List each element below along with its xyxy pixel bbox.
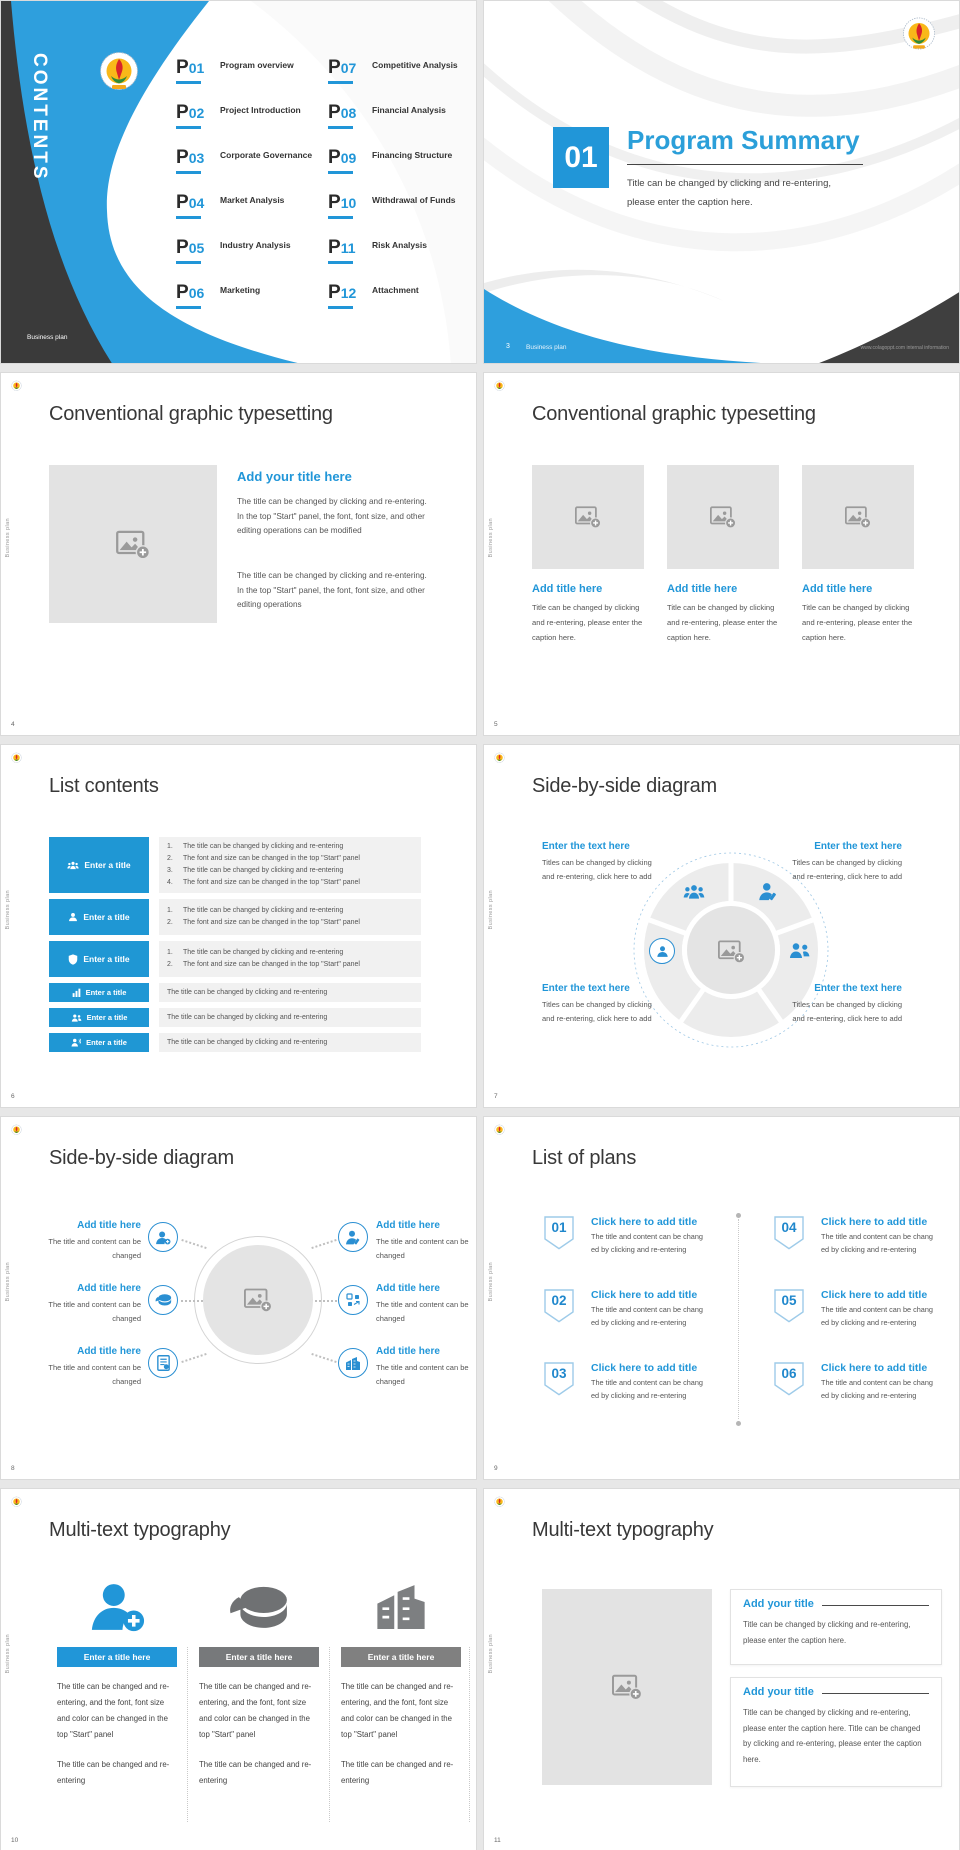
pie-3d-icon [228,1583,290,1633]
list-block [159,837,421,893]
item-prefix: P [176,57,189,78]
item-label: Industry Analysis [220,240,291,250]
enter-title-button[interactable] [49,941,149,977]
hub-body: The title and content can be changed [376,1237,469,1260]
hub-body: The title and content can be changed [376,1363,469,1386]
column-heading: Add title here [667,583,738,595]
text-block-heading: Enter the text here [542,841,630,852]
image-placeholder[interactable] [532,465,644,569]
item-underline [328,126,353,129]
document-icon [148,1348,178,1378]
column-paragraph-1: The title can be changed and re-entering, and the font, font size and color can be changed in the top "Start" panel [199,1682,312,1739]
item-number: 11 [340,240,356,256]
item-label: Risk Analysis [372,240,427,250]
list-number: 2. [167,919,173,926]
slide-page-number: 5 [494,721,498,728]
item-underline [328,81,353,84]
plan-body-line1: The title and content can be chang [591,1232,703,1241]
enter-title-bar[interactable]: Enter a title here [341,1647,461,1667]
connector-line [181,1300,203,1302]
plan-body-line2: ed by clicking and re-entering [821,1245,917,1255]
item-number: 12 [340,285,357,301]
column-heading: Add title here [802,583,873,595]
plan-number: 02 [551,1293,567,1308]
item-underline [176,171,201,174]
section-footer-label: Business plan [526,343,567,351]
shield-icon [68,954,78,965]
contents-item[interactable] [176,237,326,264]
plan-number: 06 [781,1366,797,1381]
vertical-divider [738,1219,739,1419]
slide-graphic-typesetting-1[interactable] [0,372,477,736]
plan-body-line2: ed by clicking and re-entering [591,1245,687,1255]
slide-list-of-plans[interactable] [483,1116,960,1480]
text-block-body: Titles can be changed by clicking and re-entering, click here to add [542,1000,652,1023]
mini-logo [494,752,505,765]
contents-item[interactable] [176,192,326,219]
person-badge-icon [649,938,675,964]
block-heading: Add your title here [237,469,352,484]
database-icon [148,1285,178,1315]
connector-line [311,1353,336,1363]
item-underline [176,81,201,84]
block-paragraph-2: The title can be changed by clicking and re-entering. In the top "Start" panel, the font, font size, and other editing operations [237,571,427,610]
plan-heading: Click here to add title [591,1216,698,1228]
plan-number: 04 [781,1220,797,1235]
slide-title: Conventional graphic typesetting [49,403,333,425]
people-group-icon [683,884,705,900]
list-text: The title can be changed by clicking and re-entering [167,1013,328,1021]
enter-title-button[interactable] [49,837,149,893]
slide-hub-diagram[interactable] [0,1116,477,1480]
center-image-circle[interactable] [194,1236,322,1364]
enter-title-label: Enter a title [83,912,130,922]
slide-list-contents[interactable] [0,744,477,1108]
image-placeholder-icon [612,1673,642,1701]
mini-logo [11,1496,22,1509]
slide-title: Multi-text typography [49,1519,231,1541]
item-prefix: P [176,102,189,123]
text-block-heading: Enter the text here [542,983,630,994]
item-number: 09 [340,150,357,166]
card-heading: Add your title [743,1686,814,1698]
item-number: 04 [188,195,205,211]
image-placeholder-icon [244,1287,272,1313]
column-caption: Title can be changed by clicking and re-entering, please enter the caption here. [802,603,913,642]
list-number: 1. [167,949,173,956]
person-icon [68,912,78,922]
people-group-icon [67,861,79,870]
contents-item[interactable] [176,282,326,309]
section-number-box: 01 [553,127,609,188]
slide-side-label: Business plan [5,1262,11,1302]
plan-body-line1: The title and content can be chang [591,1305,703,1314]
card-heading-line [822,1605,929,1606]
item-prefix: P [328,192,341,213]
slide-contents-cover[interactable] [0,0,477,364]
item-label: Project Introduction [220,105,301,115]
image-placeholder-icon [710,505,736,529]
person-edit-icon [758,882,778,901]
list-block [159,983,421,1002]
person-add-icon [88,1579,146,1633]
enter-title-button[interactable] [49,1008,149,1027]
plan-item [591,1216,723,1256]
section-caption: Title can be changed by clicking and re-entering, please enter the caption here. [627,178,832,208]
item-number: 10 [340,195,357,211]
typography-column [341,1571,461,1789]
item-underline [176,126,201,129]
item-underline [328,261,353,264]
item-label: Withdrawal of Funds [372,195,456,205]
plan-number: 05 [781,1293,797,1308]
plan-heading: Click here to add title [821,1216,928,1228]
item-number: 07 [340,60,357,76]
plan-number: 01 [551,1220,567,1235]
university-logo [902,15,936,57]
plan-body-line2: ed by clicking and re-entering [821,1391,917,1401]
list-text: The font and size can be changed in the top "Start" panel [183,879,360,886]
text-block-top-left [542,841,664,884]
mini-logo [11,752,22,765]
image-placeholder[interactable] [49,465,217,623]
contents-item[interactable] [328,57,477,84]
enter-title-button[interactable] [49,1033,149,1052]
enter-title-bar[interactable]: Enter a title here [199,1647,319,1667]
contents-vertical-title: CONTENTS [29,53,50,182]
contents-item[interactable] [176,57,326,84]
text-block-bottom-left [542,983,664,1026]
hub-body: The title and content can be changed [48,1300,141,1323]
list-number: 1. [167,907,173,914]
slide-ring-diagram[interactable] [483,744,960,1108]
enter-title-label: Enter a title [84,860,131,870]
item-label: Program overview [220,60,294,70]
item-underline [328,306,353,309]
list-number: 3. [167,867,173,874]
plan-item [821,1289,953,1329]
divider-dot [736,1421,741,1426]
typography-column [199,1571,319,1789]
column-paragraph-2: The title can be changed and re-entering [199,1759,312,1785]
typography-column [57,1571,177,1789]
slide-title: Conventional graphic typesetting [532,403,816,425]
list-block [159,1033,421,1052]
mini-logo [494,1496,505,1509]
column-paragraph-1: The title can be changed and re-entering, and the font, font size and color can be changed in the top "Start" panel [57,1682,170,1739]
plan-item [591,1362,723,1402]
column-paragraph-2: The title can be changed and re-entering [57,1759,170,1785]
item-number: 06 [188,285,205,301]
column-divider [329,1647,330,1822]
plan-heading: Click here to add title [821,1362,928,1374]
slide-title: Multi-text typography [532,1519,714,1541]
list-text: The title can be changed by clicking and re-entering [167,1038,328,1046]
item-prefix: P [176,282,189,303]
plan-body-line1: The title and content can be chang [821,1378,933,1387]
slide-graphic-typesetting-2[interactable] [483,372,960,736]
image-placeholder[interactable] [667,465,779,569]
slide-page-number: 9 [494,1465,498,1472]
card-body: Title can be changed by clicking and re-entering, please enter the caption here. [743,1620,911,1645]
item-label: Corporate Governance [220,150,313,160]
plan-heading: Click here to add title [591,1362,698,1374]
plan-heading: Click here to add title [591,1289,698,1301]
list-text: The title can be changed by clicking and re-entering [183,907,344,914]
column-caption: Title can be changed by clicking and re-entering, please enter the caption here. [532,603,643,642]
card-body: Title can be changed by clicking and re-entering, please enter the caption here. Title can be changed by clicking and re-entering, please enter the caption here. [743,1708,922,1764]
image-placeholder-icon [575,505,601,529]
image-placeholder-icon [845,505,871,529]
column-divider [469,1647,470,1822]
image-placeholder[interactable] [542,1589,712,1785]
hub-heading: Add title here [77,1220,141,1231]
item-underline [328,171,353,174]
hub-body: The title and content can be changed [376,1300,469,1323]
list-number: 4. [167,879,173,886]
card-heading: Add your title [743,1598,814,1610]
title-card [730,1589,942,1665]
item-label: Attachment [372,285,419,295]
column-caption: Title can be changed by clicking and re-entering, please enter the caption here. [667,603,778,642]
list-block [159,941,421,977]
cover-background-shapes [1,1,477,364]
slide-title: List contents [49,775,159,797]
section-title: Program Summary [627,125,860,155]
column-divider [187,1647,188,1822]
team-icon [71,1014,82,1022]
item-label: Market Analysis [220,195,285,205]
hub-text-block [31,1346,141,1389]
plan-body-line1: The title and content can be chang [821,1232,933,1241]
slide-page-number: 4 [11,721,15,728]
list-number: 1. [167,843,173,850]
plan-body-line1: The title and content can be chang [821,1305,933,1314]
person-add-icon [148,1222,178,1252]
list-text: The font and size can be changed in the top "Start" panel [183,855,360,862]
list-text: The title can be changed by clicking and re-entering [167,988,328,996]
hub-heading: Add title here [376,1283,440,1294]
item-prefix: P [176,237,189,258]
section-title-underline [627,164,863,165]
connector-line [181,1353,206,1363]
plan-item [821,1362,953,1402]
list-number: 2. [167,961,173,968]
enter-title-bar[interactable]: Enter a title here [57,1647,177,1667]
contents-item[interactable] [176,147,326,174]
list-text: The title can be changed by clicking and re-entering [183,949,344,956]
enter-title-label: Enter a title [83,954,130,964]
person-edit-icon [338,1222,368,1252]
item-number: 01 [188,60,205,76]
item-label: Competitive Analysis [372,60,458,70]
item-underline [176,261,201,264]
hub-heading: Add title here [77,1283,141,1294]
plan-body-line2: ed by clicking and re-entering [821,1318,917,1328]
plan-item [821,1216,953,1256]
section-page-number: 3 [506,343,510,350]
mini-logo [494,1124,505,1137]
slide-page-number: 8 [11,1465,15,1472]
bar-chart-icon [72,988,81,997]
item-label: Financial Analysis [372,105,446,115]
plan-body-line2: ed by clicking and re-entering [591,1391,687,1401]
connector-line [315,1300,337,1302]
slide-side-label: Business plan [5,890,11,930]
mini-logo [11,1124,22,1137]
image-placeholder-icon [718,939,745,964]
list-block [159,899,421,935]
hub-text-block [31,1220,141,1263]
plan-number-badge [544,1289,574,1323]
slide-title: List of plans [532,1147,637,1169]
building-icon [338,1348,368,1378]
hub-body: The title and content can be changed [48,1363,141,1386]
plan-number-badge [774,1216,804,1250]
list-block [159,1008,421,1027]
item-prefix: P [176,147,189,168]
item-number: 08 [340,105,357,121]
contents-item[interactable] [176,102,326,129]
plan-number: 03 [551,1366,567,1381]
item-label: Financing Structure [372,150,453,160]
item-underline [176,306,201,309]
column-heading: Add title here [532,583,603,595]
university-logo [99,49,139,99]
connector-line [311,1239,336,1249]
cover-footer-label: Business plan [27,334,68,341]
slide-side-label: Business plan [488,1262,494,1302]
plan-number-badge [544,1362,574,1396]
item-prefix: P [328,147,341,168]
enter-title-button[interactable] [49,983,149,1002]
item-number: 05 [188,240,205,256]
plan-number-badge [544,1216,574,1250]
slide-multitext-cards[interactable] [483,1488,960,1850]
text-block-heading: Enter the text here [814,983,902,994]
chart-items-icon [338,1285,368,1315]
slide-page-number: 11 [494,1837,501,1844]
item-number: 03 [188,150,205,166]
section-watermark: www.colagoppt.com internal information [860,345,949,351]
item-prefix: P [328,102,341,123]
hub-body: The title and content can be changed [48,1237,141,1260]
slide-page-number: 10 [11,1837,19,1844]
enter-title-label: Enter a title [85,988,127,997]
plan-item [591,1289,723,1329]
text-block-body: Titles can be changed by clicking and re-entering, click here to add [792,1000,902,1023]
item-prefix: P [328,282,341,303]
slide-page-number: 7 [494,1093,498,1100]
item-prefix: P [328,237,341,258]
text-block-bottom-right [780,983,902,1026]
enter-title-label: Enter a title [86,1013,128,1022]
hub-heading: Add title here [376,1220,440,1231]
hub-text-block [376,1283,477,1326]
list-text: The title can be changed by clicking and re-entering [183,843,344,850]
list-number: 2. [167,855,173,862]
item-label: Marketing [220,285,261,295]
column-paragraph-2: The title can be changed and re-entering [341,1759,454,1785]
contents-item[interactable] [328,282,477,309]
item-prefix: P [328,57,341,78]
building-icon [374,1581,428,1633]
contents-item[interactable] [328,147,477,174]
slide-title: Side-by-side diagram [532,775,717,797]
list-text: The font and size can be changed in the top "Start" panel [183,919,360,926]
contents-item[interactable] [328,237,477,264]
plan-number-badge [774,1362,804,1396]
item-underline [176,216,201,219]
plan-number-badge [774,1289,804,1323]
hub-text-block [376,1346,477,1389]
mini-logo [11,380,22,393]
text-block-body: Titles can be changed by clicking and re-entering, click here to add [792,858,902,881]
plan-heading: Click here to add title [821,1289,928,1301]
item-underline [328,216,353,219]
hub-text-block [31,1283,141,1326]
block-paragraph-1: The title can be changed by clicking and re-entering. In the top "Start" panel, the font, font size, and other editing operations can be modified [237,497,427,536]
item-number: 02 [188,105,205,121]
slide-page-number: 6 [11,1093,15,1100]
slide-side-label: Business plan [488,518,494,558]
hub-text-block [376,1220,477,1263]
plan-body-line2: ed by clicking and re-entering [591,1318,687,1328]
people-pair-icon [789,942,810,959]
column-paragraph-1: The title can be changed and re-entering, and the font, font size and color can be changed in the top "Start" panel [341,1682,454,1739]
slide-side-label: Business plan [5,1634,11,1674]
contents-item[interactable] [328,102,477,129]
hub-heading: Add title here [77,1346,141,1357]
mini-logo [494,380,505,393]
list-text: The title can be changed by clicking and re-entering [183,867,344,874]
card-heading-line [822,1693,929,1694]
image-placeholder[interactable] [802,465,914,569]
slide-side-label: Business plan [488,1634,494,1674]
slide-section-cover[interactable] [483,0,960,364]
text-block-body: Titles can be changed by clicking and re-entering, click here to add [542,858,652,881]
connector-line [181,1239,206,1249]
hub-heading: Add title here [376,1346,440,1357]
slide-multitext-columns[interactable] [0,1488,477,1850]
list-text: The font and size can be changed in the top "Start" panel [183,961,360,968]
text-block-heading: Enter the text here [814,841,902,852]
divider-dot [736,1213,741,1218]
title-card [730,1677,942,1787]
slide-side-label: Business plan [5,518,11,558]
text-block-top-right [780,841,902,884]
enter-title-button[interactable] [49,899,149,935]
plan-body-line1: The title and content can be chang [591,1378,703,1387]
slide-title: Side-by-side diagram [49,1147,234,1169]
contents-item[interactable] [328,192,477,219]
speaker-person-icon [71,1038,81,1047]
item-prefix: P [176,192,189,213]
image-placeholder-icon [116,529,150,560]
slide-side-label: Business plan [488,890,494,930]
enter-title-label: Enter a title [86,1038,127,1047]
